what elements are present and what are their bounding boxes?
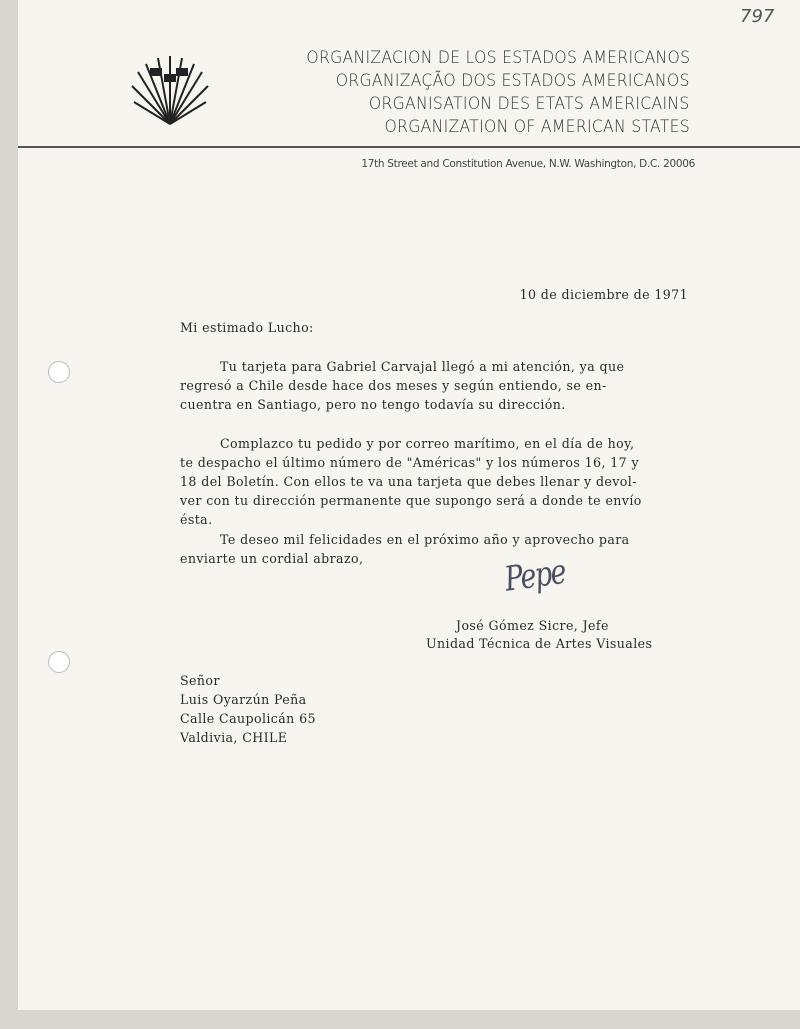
letterhead-line-spanish: ORGANIZACION DE LOS ESTADOS AMERICANOS (306, 48, 690, 68)
handwritten-signature: Pepe (502, 551, 568, 600)
paragraph-line: ésta. (180, 512, 213, 527)
recipient-line: Señor (180, 673, 220, 688)
letterhead-address: 17th Street and Constitution Avenue, N.W. Washington, D.C. 20006 (361, 158, 695, 170)
punch-hole (48, 361, 70, 383)
salutation: Mi estimado Lucho: (180, 320, 314, 335)
recipient-line: Luis Oyarzún Peña (180, 692, 307, 707)
oas-emblem-logo (128, 52, 212, 127)
letterhead-line-portuguese: ORGANIZAÇÃO DOS ESTADOS AMERICANOS (336, 71, 690, 91)
paragraph-line: enviarte un cordial abrazo, (180, 551, 364, 566)
recipient-line: Calle Caupolicán 65 (180, 711, 316, 726)
paragraph-line: ver con tu dirección permanente que supongo será a donde te envío (180, 493, 642, 508)
signatory-title: Unidad Técnica de Artes Visuales (426, 636, 653, 651)
punch-hole (48, 651, 70, 673)
paragraph-line: cuentra en Santiago, pero no tengo todavía su dirección. (180, 397, 566, 412)
recipient-line: Valdivia, CHILE (180, 730, 288, 745)
paragraph-line: 18 del Boletín. Con ellos te va una tarjeta que debes llenar y devol- (180, 474, 637, 489)
signatory-name: José Gómez Sicre, Jefe (456, 618, 609, 633)
paragraph-line: Complazco tu pedido y por correo marítimo, en el día de hoy, (220, 436, 635, 451)
archive-number: 797 (740, 6, 775, 27)
paragraph-line: te despacho el último número de "Américas" y los números 16, 17 y (180, 455, 639, 470)
paragraph-line: Te deseo mil felicidades en el próximo año y aprovecho para (220, 532, 630, 547)
letterhead-divider (18, 146, 800, 148)
letterhead-line-french: ORGANISATION DES ETATS AMERICAINS (369, 94, 690, 114)
paragraph-line: regresó a Chile desde hace dos meses y según entiendo, se en- (180, 378, 607, 393)
letterhead-line-english: ORGANIZATION OF AMERICAN STATES (384, 117, 690, 137)
letter-date: 10 de diciembre de 1971 (519, 287, 688, 302)
paragraph-line: Tu tarjeta para Gabriel Carvajal llegó a mi atención, ya que (220, 359, 625, 374)
